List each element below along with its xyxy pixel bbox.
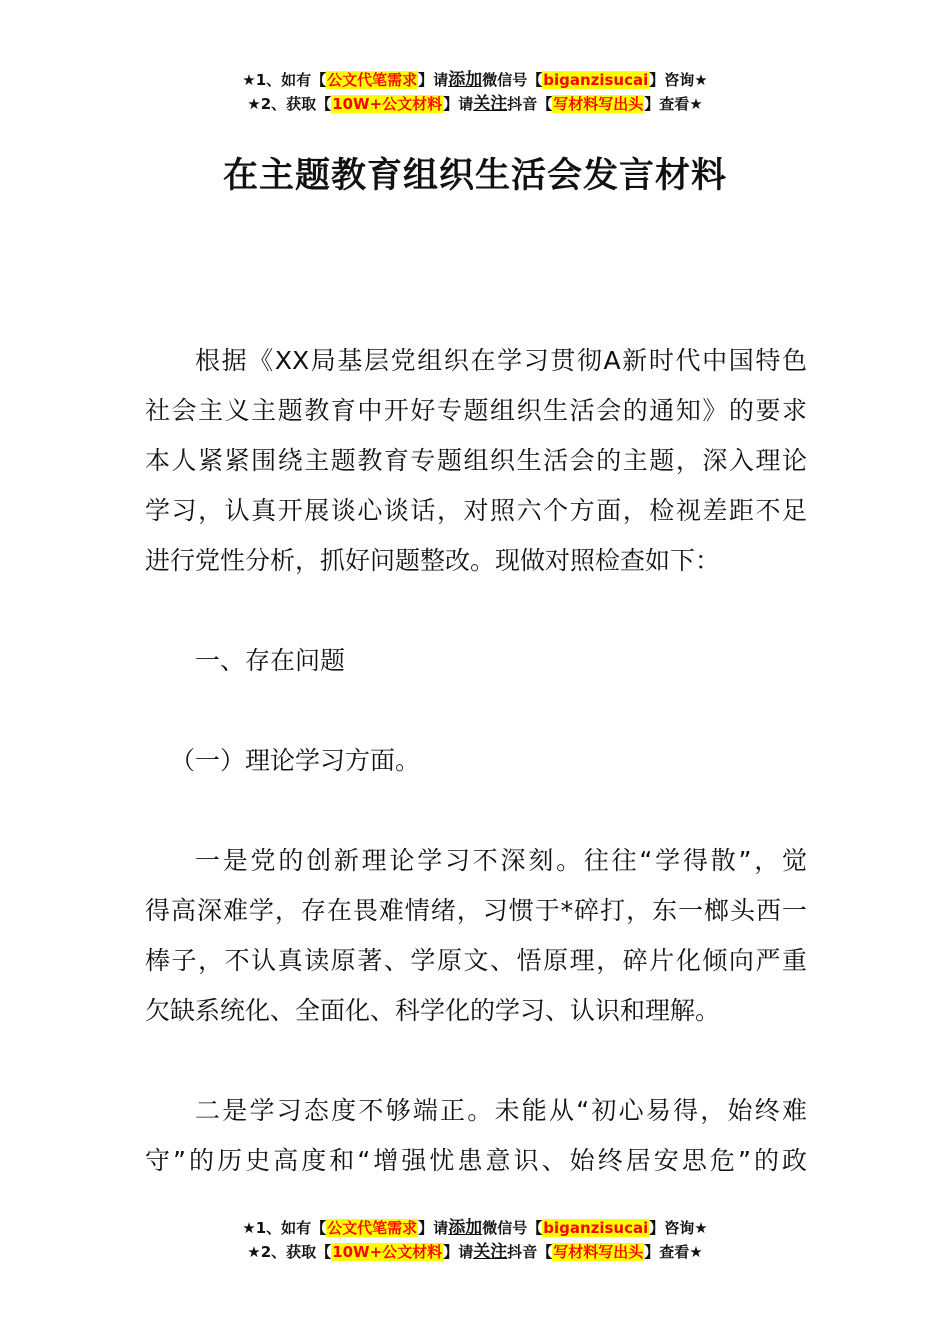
wechat-id-highlight: biganzisucai [543,1219,649,1237]
banner-line-2: ★2、获取【10W+公文材料】请关注抖音【写材料写出头】查看★ [247,94,703,114]
banner-line-2: ★2、获取【10W+公文材料】请关注抖音【写材料写出头】查看★ [247,1242,703,1262]
paragraph-line: 棒子，不认真读原著、学原文、悟原理，碎片化倾向严重 [145,946,807,975]
paragraph-line: 社会主义主题教育中开好专题组织生活会的通知》的要求 [145,396,807,425]
paragraph-line: 进行党性分析，抓好问题整改。现做对照检查如下： [145,546,721,575]
paragraph-line: 一是党的创新理论学习不深刻。往往“学得散”，觉 [195,846,807,875]
paragraph-line: 根据《XX局基层党组织在学习贯彻A新时代中国特色 [195,346,807,375]
document-title: 在主题教育组织生活会发言材料 [222,156,727,196]
paragraph-theory [145,836,807,1036]
section-heading: 一、存在问题 [195,646,346,675]
ghostwriting-highlight: 公文代笔需求 [327,1219,418,1237]
wechat-id-highlight: biganzisucai [543,71,649,89]
paragraph-line: 欠缺系统化、全面化、科学化的学习、认识和理解。 [145,996,721,1025]
subsection-heading: （一）理论学习方面。 [170,746,421,775]
paragraph-line: 得高深难学，存在畏难情绪，习惯于*碎打，东一榔头西一 [145,896,807,925]
douyin-id-highlight: 写材料写出头 [553,1243,644,1261]
paragraph-line: 二是学习态度不够端正。未能从“初心易得，始终难 [195,1096,807,1125]
paragraph-line: 本人紧紧围绕主题教育专题组织生活会的主题，深入理论 [145,446,807,475]
banner-line-1: ★1、如有【公文代笔需求】请添加微信号【biganzisucai】咨询★ [242,1218,708,1238]
paragraph-line: 学习，认真开展谈心谈话，对照六个方面，检视差距不足 [145,496,807,525]
paragraph-attitude [145,1086,807,1186]
paragraph-line: 守”的历史高度和“增强忧患意识、始终居安思危”的政 [145,1146,807,1175]
douyin-id-highlight: 写材料写出头 [553,95,644,113]
header-banner [0,68,950,116]
paragraph-intro [145,336,807,586]
banner-line-1: ★1、如有【公文代笔需求】请添加微信号【biganzisucai】咨询★ [242,70,708,90]
footer-banner [0,1216,950,1264]
ghostwriting-highlight: 公文代笔需求 [327,71,418,89]
materials-highlight: 10W+公文材料 [332,1243,443,1261]
materials-highlight: 10W+公文材料 [332,95,443,113]
